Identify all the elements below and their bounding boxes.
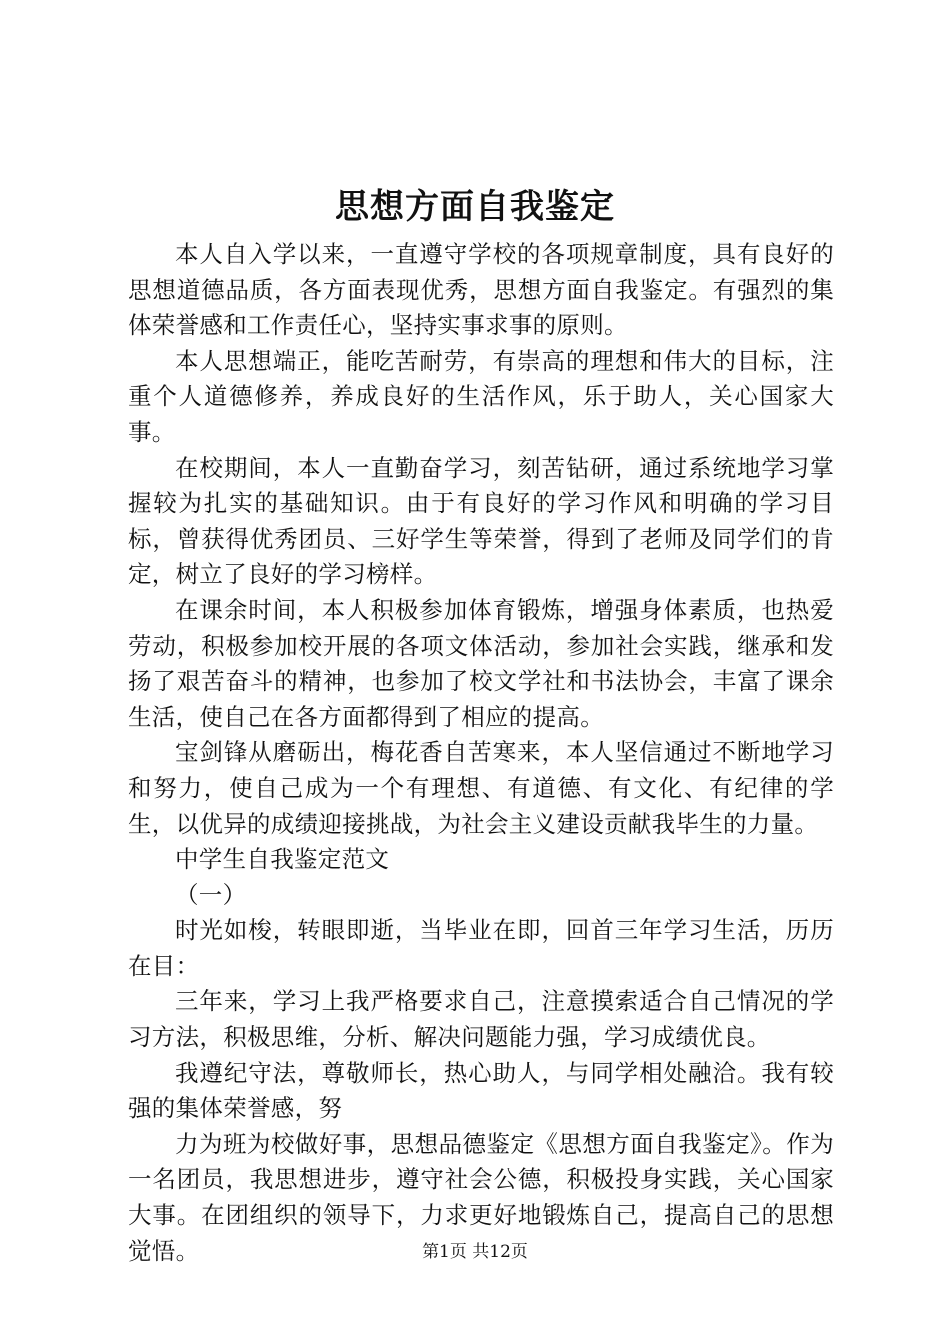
document-body xyxy=(128,237,834,1269)
paragraph: 时光如梭，转眼即逝，当毕业在即，回首三年学习生活，历历在目： xyxy=(128,916,834,980)
paragraph: 在校期间，本人一直勤奋学习，刻苦钻研，通过系统地学习掌握较为扎实的基础知识。由于有良好的学习作风和明确的学习目标，曾获得优秀团员、三好学生等荣誉，得到了老师及同学们的肯定，树立了良好的学习榜样。 xyxy=(128,453,834,589)
page-footer: 第1页 共12页 xyxy=(422,1242,528,1262)
paragraph: 宝剑锋从磨砺出，梅花香自苦寒来，本人坚信通过不断地学习和努力，使自己成为一个有理想、有道德、有文化、有纪律的学生，以优异的成绩迎接挑战，为社会主义建设贡献我毕生的力量。 xyxy=(128,738,834,838)
paragraph: 本人思想端正，能吃苦耐劳，有崇高的理想和伟大的目标，注重个人道德修养，养成良好的生活作风，乐于助人，关心国家大事。 xyxy=(128,346,834,446)
paragraph: 三年来，学习上我严格要求自己，注意摸索适合自己情况的学习方法，积极思维，分析、解决问题能力强，学习成绩优良。 xyxy=(128,987,834,1052)
paragraph: 我遵纪守法，尊敬师长，热心助人，与同学相处融洽。我有较强的集体荣誉感，努 xyxy=(128,1058,834,1123)
paragraph: 本人自入学以来，一直遵守学校的各项规章制度，具有良好的思想道德品质，各方面表现优秀，思想方面自我鉴定。有强烈的集体荣誉感和工作责任心，坚持实事求事的原则。 xyxy=(128,240,834,340)
section-number: （一） xyxy=(175,880,247,909)
paragraph: 力为班为校做好事，思想品德鉴定《思想方面自我鉴定》。作为一名团员，我思想进步，遵守社会公德，积极投身实践，关心国家大事。在团组织的领导下，力求更好地锻炼自己，提高自己的思想觉悟。 xyxy=(128,1129,834,1265)
document-title: 思想方面自我鉴定 xyxy=(335,187,615,227)
section-heading: 中学生自我鉴定范文 xyxy=(175,845,390,874)
paragraph: 在课余时间，本人积极参加体育锻炼，增强身体素质，也热爱劳动，积极参加校开展的各项文体活动，参加社会实践，继承和发扬了艰苦奋斗的精神，也参加了校文学社和书法协会，丰富了课余生活，使自己在各方面都得到了相应的提高。 xyxy=(128,595,834,731)
